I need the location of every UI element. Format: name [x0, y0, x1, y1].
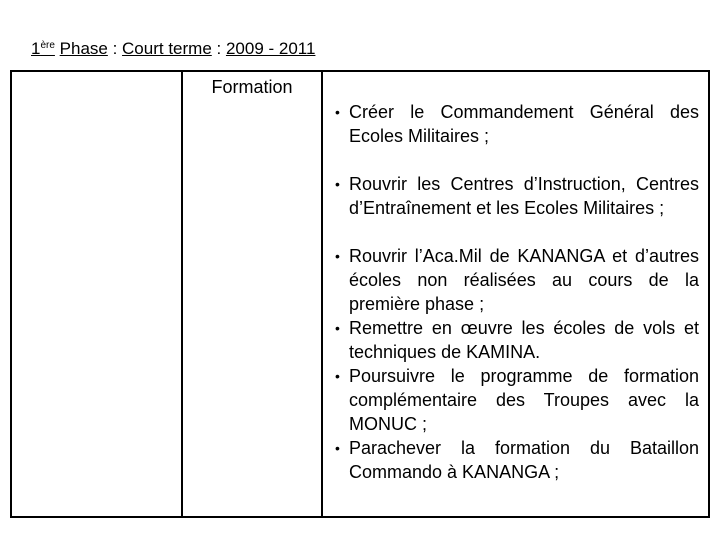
action-list: [333, 100, 699, 484]
heading-phase: Phase: [59, 39, 108, 58]
list-item: • Poursuivre le programme de formation complémentaire des Troupes avec la MONUC ;: [335, 366, 699, 434]
bullet-icon: •: [335, 368, 340, 384]
section-heading: [31, 39, 315, 59]
heading-separator: :: [107, 39, 123, 58]
list-item: • Rouvrir l’Aca.Mil de KANANGA et d’autres écoles non réalisées au cours de la première phase ;: [335, 246, 699, 314]
list-item: • Parachever la formation du Bataillon Commando à KANANGA ;: [335, 438, 699, 482]
list-item: • Rouvrir les Centres d’Instruction, Centres d’Entraînement et les Ecoles Militaires ;: [335, 174, 699, 218]
bullet-icon: •: [335, 104, 340, 120]
column-divider: [181, 72, 183, 516]
heading-ordinal: 1ère: [31, 39, 55, 58]
column-label-formation: Formation: [211, 77, 293, 97]
list-item: • Créer le Commandement Général des Ecoles Militaires ;: [335, 102, 699, 146]
bullet-icon: •: [335, 320, 340, 336]
list-item: • Remettre en œuvre les écoles de vols et techniques de KAMINA.: [335, 318, 699, 362]
plan-table: [10, 70, 710, 518]
heading-term: Court terme: [122, 39, 212, 58]
bullet-icon: •: [335, 248, 340, 264]
heading-years: 2009 - 2011: [225, 39, 316, 58]
heading-separator: :: [211, 39, 226, 58]
column-divider: [321, 72, 323, 516]
bullet-icon: •: [335, 440, 340, 456]
bullet-icon: •: [335, 176, 340, 192]
